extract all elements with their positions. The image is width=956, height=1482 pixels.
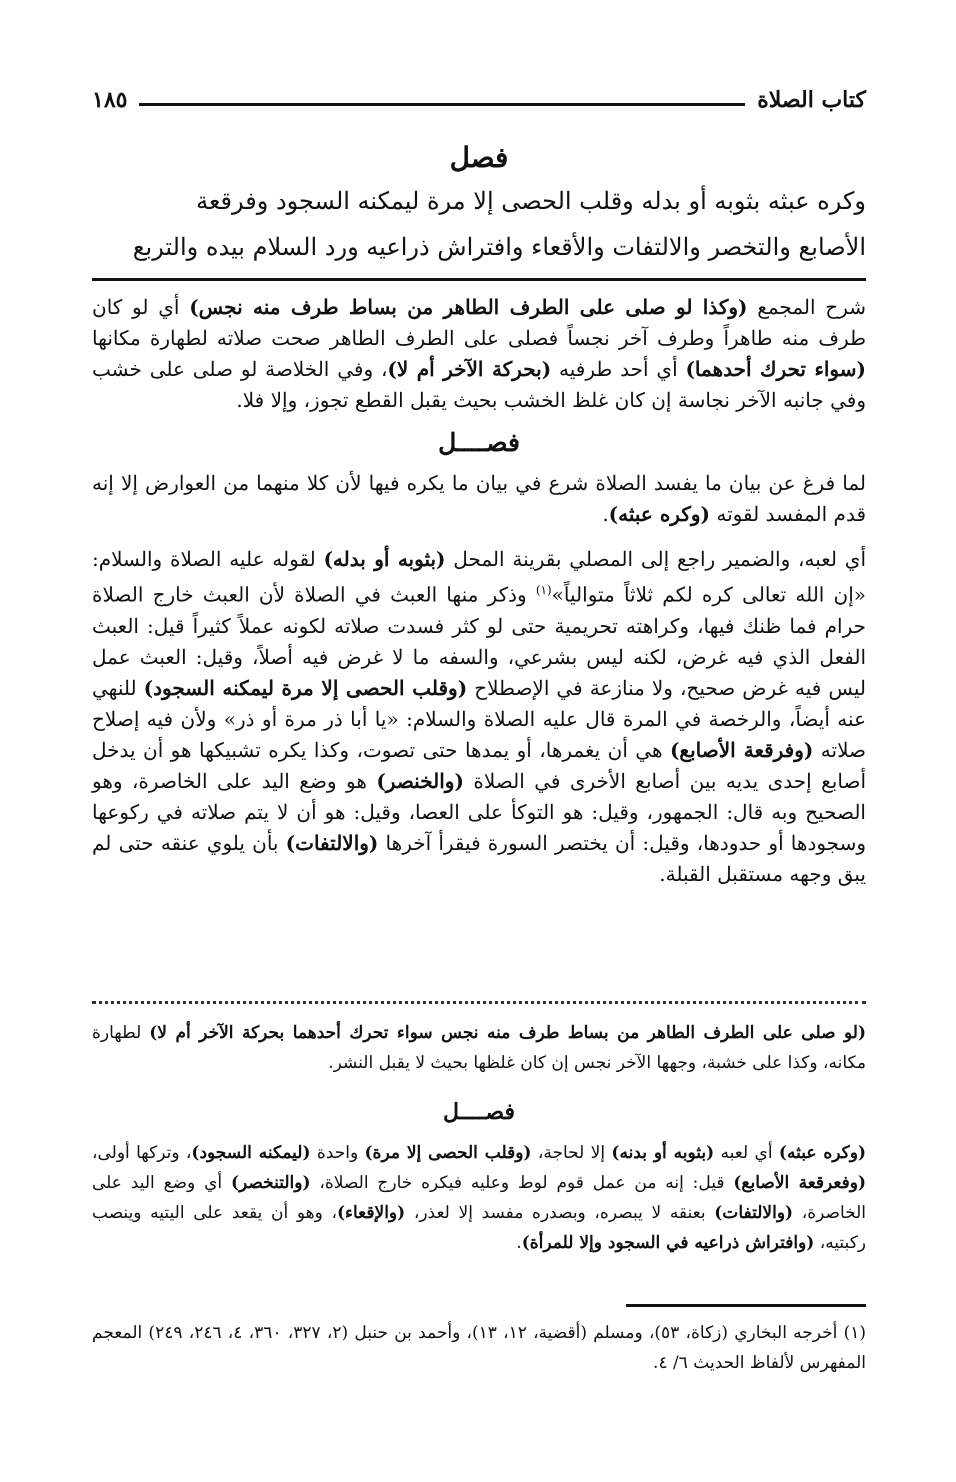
sharh-section-title: فصــــل [438, 428, 520, 457]
footnote-marker: (١) [535, 583, 552, 597]
sharh-commentary [92, 292, 866, 890]
sharh-paragraph-2: لما فرغ عن بيان ما يفسد الصلاة شرع في بيان ما يكره فيها لأن كلا منهما من العوارض إلا إنه قدم المفسد لقوته (وكره عبثه). [92, 471, 866, 526]
matn-divider [92, 278, 866, 281]
footnote-text: (١) أخرجه البخاري (زكاة، ٥٣)، ومسلم (أقضية، ١٢، ١٣)، وأحمد بن حنبل (٢، ٣٢٧، ٣٦٠، ٤، ٢٤٦، ٢٤٩) المعجم المفهرس لألفاظ الحديث ٦/ ٤. [92, 1323, 867, 1373]
hashiya-paragraph-1: (لو صلى على الطرف الطاهر من بساط طرف منه نجس سواء تحرك أحدهما بحركة الآخر أم لا) لطهارة مكانه، وكذا على خشبة، وجهها الآخر نجس إن كان غلظها بحيث لا يقبل النشر. [92, 1023, 866, 1073]
running-title: كتاب الصلاة [757, 87, 866, 113]
page-number: ١٨٥ [92, 87, 128, 113]
matn-line-2: الأصابع والتخصر والالتفات والأقعاء وافتراش ذراعيه ورد السلام بيده والتربع [132, 233, 866, 261]
page-header [92, 80, 866, 120]
hashiya-notes [92, 1018, 866, 1258]
matn-text [92, 138, 866, 270]
dotted-divider [92, 1001, 866, 1004]
footnote [92, 1318, 866, 1378]
matn-line-1: وكره عبثه بثوبه أو بدله وقلب الحصى إلا مرة ليمكنه السجود وفرقعة [196, 187, 866, 215]
header-rule [139, 103, 745, 106]
matn-section-title: فصل [449, 141, 509, 174]
footnote-rule [626, 1304, 866, 1307]
sharh-paragraph-1: شرح المجمع (وكذا لو صلى على الطرف الطاهر من بساط طرف منه نجس) أي لو كان طرف منه طاهراً وطرف آخر نجساً فصلى على الطرف الطاهر صحت صلاته لطهارة مكانها (سواء تحرك أحدهما) أي أحد طرفيه (بحركة الآخر أم لا)، وفي الخلاصة لو صلى على خشب وفي جانبه الآخر نجاسة إن كان غلظ الخشب بحيث يقبل القطع تجوز، وإلا فلا. [92, 295, 867, 412]
hashiya-section-title: فصــــل [442, 1099, 516, 1125]
sharh-paragraph-3: أي لعبه، والضمير راجع إلى المصلي بقرينة المحل (بثوبه أو بدله) لقوله عليه الصلاة والسلام: «إن الله تعالى كره لكم ثلاثاً متوالياً»$^{(١)}$ وذكر منها العبث في الصلاة لأن العبث خارج الصلاة حرام فما ظنك فيها، وكراهته تحريمية حتى لو كثر فسدت صلاته لكونه عملاً كثيراً قيل: العبث الفعل الذي فيه غرض، لكنه ليس بشرعي، والسفه ما لا غرض فيه أصلاً، وقيل: العبث عمل ليس فيه غرض صحيح، ولا منازعة في الإصطلاح (وقلب الحصى إلا مرة ليمكنه السجود) للنهي عنه أيضاً، والرخصة في المرة قال عليه الصلاة والسلام: «يا أبا ذر مرة أو ذر» ولأن فيه إصلاح صلاته (وفرقعة الأصابع) هي أن يغمرها، أو يمدها حتى تصوت، وكذا يكره تشبيكها هو أن يدخل أصابع إحدى يديه بين أصابع الأخرى في الصلاة (والخنصر) هو وضع اليد على الخاصرة، وهو الصحيح وبه قال: الجمهور، وقيل: هو التوكأ على العصا، وقيل: هو أن لا يتم صلاته في ركوعها وسجودها أو حدودها، وقيل: أن يختصر السورة فيقرأ آخرها (والالتفات) بأن يلوي عنقه حتى لم يبق وجهه مستقبل القبلة. [92, 547, 867, 886]
hashiya-paragraph-2: (وكره عبثه) أي لعبه (بثوبه أو بدنه) إلا لحاجة، (وقلب الحصى إلا مرة) واحدة (ليمكنه السجود)، وتركها أولى، (وفعرقعة الأصابع) قيل: إنه من عمل قوم لوط وعليه فيكره خارج الصلاة، (والتنخصر) أي وضع اليد على الخاصرة، (والالتفات) بعنقه لا يبصره، وبصدره مفسد إلا لعذر، (والإقعاء)، وهو أن يقعد على اليتيه وينصب ركبتيه، (وافتراش ذراعيه في السجود وإلا للمرأة). [92, 1143, 867, 1253]
